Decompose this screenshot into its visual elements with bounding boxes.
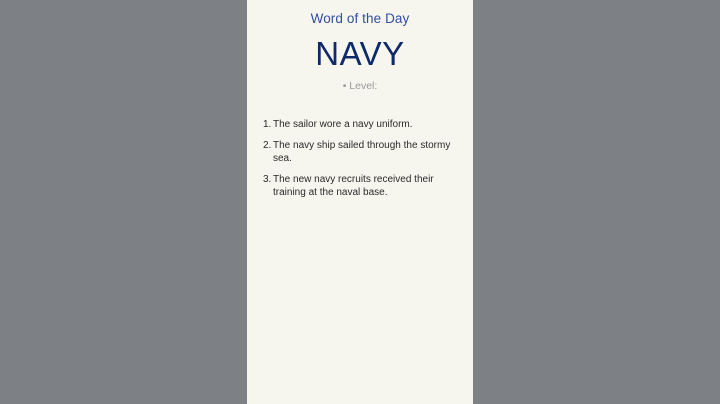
word-card: [247, 0, 473, 404]
item-number: 1.: [263, 119, 272, 130]
example-sentences-list: [263, 118, 459, 207]
list-item: [263, 139, 459, 165]
item-text: The new navy recruits received their training at the naval base.: [273, 174, 434, 198]
level-label: • Level:: [342, 80, 378, 92]
item-text: The navy ship sailed through the stormy sea.: [273, 140, 451, 164]
card-kicker: Word of the Day: [310, 11, 410, 26]
list-item: [263, 173, 459, 199]
list-item: [263, 118, 459, 131]
item-number: 3.: [263, 174, 272, 185]
item-text: The sailor wore a navy uniform.: [273, 119, 413, 130]
item-number: 2.: [263, 140, 272, 151]
word-title: NAVY: [315, 35, 405, 72]
